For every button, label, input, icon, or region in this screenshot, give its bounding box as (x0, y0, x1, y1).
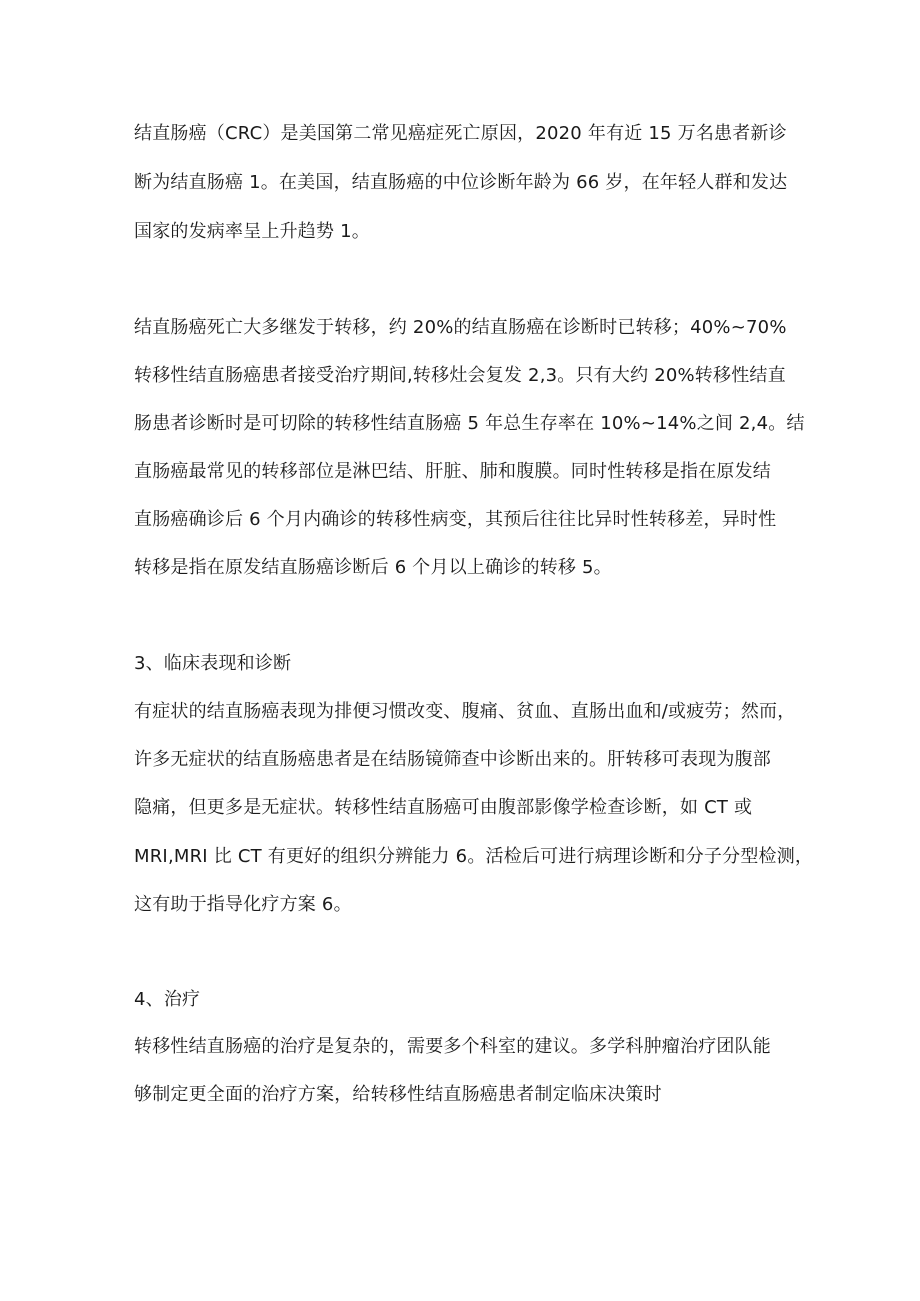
paragraph-2-line: 结直肠癌死亡大多继发于转移，约 20%的结直肠癌在诊断时已转移；40%~70% (134, 317, 787, 338)
section-3-line: MRI,MRI 比 CT 有更好的组织分辨能力 6。活检后可进行病理诊断和分子分型检测， (134, 846, 814, 867)
section-4-heading: 4、治疗 (134, 989, 201, 1010)
section-3-line: 有症状的结直肠癌表现为排便习惯改变、腹痛、贫血、直肠出血和/或疲劳；然而， (134, 701, 796, 722)
section-3-line: 许多无症状的结直肠癌患者是在结肠镜筛查中诊断出来的。肝转移可表现为腹部 (134, 749, 771, 770)
section-4-line: 够制定更全面的治疗方案，给转移性结直肠癌患者制定临床决策时 (134, 1084, 662, 1105)
paragraph-2-line: 转移性结直肠癌患者接受治疗期间,转移灶会复发 2,3。只有大约 20%转移性结直 (134, 365, 786, 386)
paragraph-1-line: 国家的发病率呈上升趋势 1。 (134, 221, 370, 242)
paragraph-2-line: 肠患者诊断时是可切除的转移性结直肠癌 5 年总生存率在 10%~14%之间 2,4。结 (134, 413, 805, 434)
section-4-line: 转移性结直肠癌的治疗是复杂的，需要多个科室的建议。多学科肿瘤治疗团队能 (134, 1036, 771, 1057)
paragraph-2-line: 转移是指在原发结直肠癌诊断后 6 个月以上确诊的转移 5。 (134, 557, 612, 578)
paragraph-2-line: 直肠癌确诊后 6 个月内确诊的转移性病变，其预后往往比异时性转移差，异时性 (134, 509, 777, 530)
paragraph-2-line: 直肠癌最常见的转移部位是淋巴结、肝脏、肺和腹膜。同时性转移是指在原发结 (134, 461, 771, 482)
section-3-heading: 3、临床表现和诊断 (134, 653, 292, 674)
paragraph-1-line: 断为结直肠癌 1。在美国，结直肠癌的中位诊断年龄为 66 岁，在年轻人群和发达 (134, 172, 788, 193)
section-3-line: 隐痛，但更多是无症状。转移性结直肠癌可由腹部影像学检查诊断，如 CT 或 (134, 797, 753, 818)
paragraph-1-line: 结直肠癌（CRC）是美国第二常见癌症死亡原因，2020 年有近 15 万名患者新诊 (134, 123, 787, 144)
section-3-line: 这有助于指导化疗方案 6。 (134, 894, 352, 915)
